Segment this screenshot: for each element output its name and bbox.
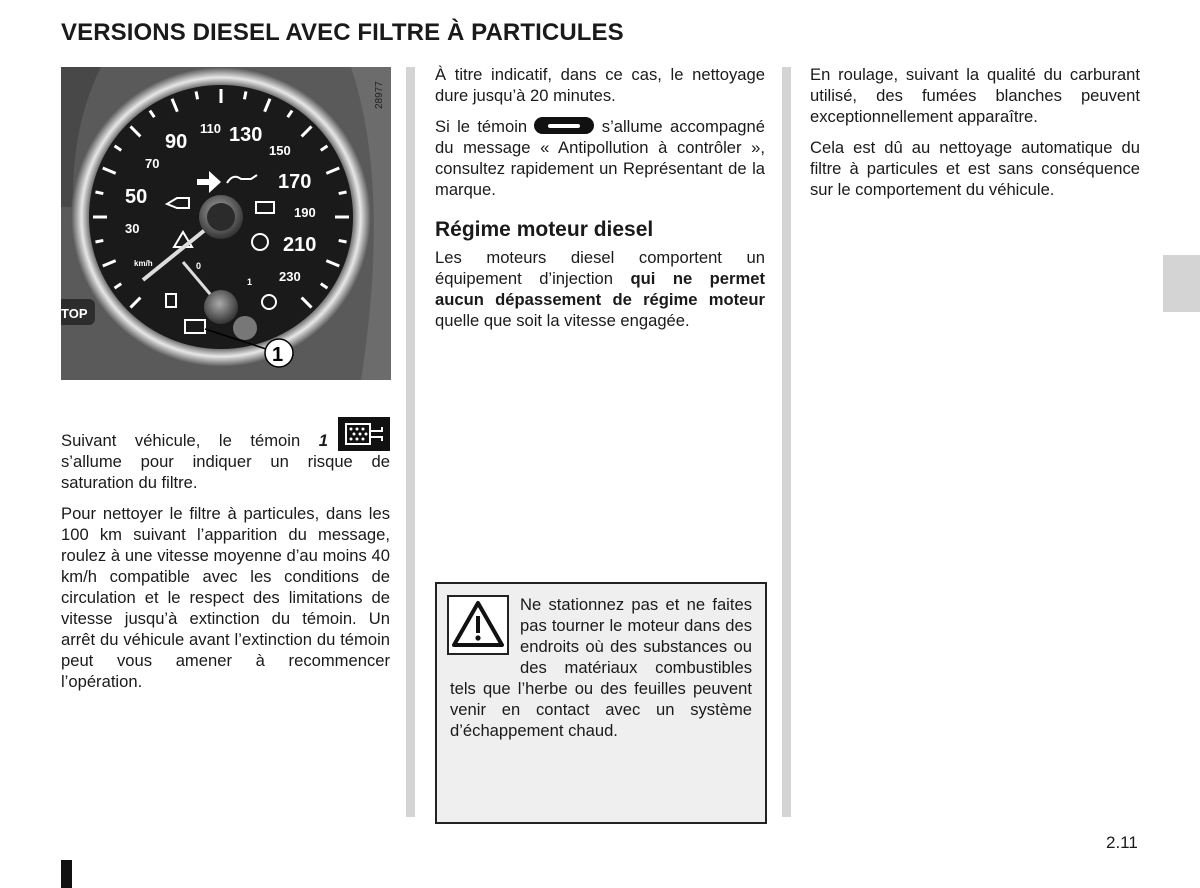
- page-title: VERSIONS DIESEL AVEC FILTRE À PARTICULES: [61, 19, 624, 46]
- dial-tick: [339, 240, 347, 242]
- gauge-label: 30: [125, 221, 140, 236]
- instrument-cluster-figure: [61, 67, 391, 380]
- callout-ref: 1: [318, 431, 328, 450]
- stop-button-label: TOP: [61, 306, 88, 321]
- column-divider: [406, 67, 415, 817]
- paragraph-text: Suivant véhicule, le témoin: [61, 431, 319, 450]
- page-number: 2.11: [1106, 833, 1138, 852]
- paragraph: Pour nettoyer le filtre à particules, dans les 100 km suivant l’apparition du message, roulez à une vitesse moyenne d’au moins 40 km/h compatible avec les conditions de circulation et le respect des limitations de vitesse jusqu’à extinction du témoin. Un arrêt du véhicule avant l’extinction du témoin peut vous amener à recommencer l’opération.: [61, 504, 390, 691]
- column-middle: [435, 64, 765, 331]
- dial-tick: [339, 192, 347, 194]
- chapter-tab: [1163, 255, 1200, 312]
- dial-tick: [95, 240, 103, 242]
- rpm-label: 1: [247, 277, 253, 287]
- paragraph-text: s’allume accompagné du message « Antipollution à contrôler », consultez rapidement un Représentant de la marque.: [435, 117, 765, 199]
- section-heading: Régime moteur diesel: [435, 218, 654, 241]
- tachometer-hub: [204, 290, 238, 324]
- warning-text: Ne stationnez pas et ne faites pas tourner le moteur dans des endroits où des substances ou des matériaux combustibles tels que l’herbe ou des feuilles peuvent venir en contact avec un système d’échappement chaud.: [450, 595, 752, 740]
- figure-reference: 28977: [374, 81, 385, 109]
- speed-limiter-icon: [233, 316, 257, 340]
- paragraph: À titre indicatif, dans ce cas, le nettoyage dure jusqu’à 20 minutes.: [435, 65, 765, 105]
- gauge-label: 70: [145, 156, 160, 171]
- gauge-label: 130: [229, 124, 263, 146]
- dial-tick: [244, 91, 246, 99]
- column-divider: [782, 67, 791, 817]
- paragraph-text: Si le témoin: [435, 117, 535, 136]
- paragraph: [435, 116, 765, 200]
- gauge-label: 110: [200, 121, 221, 136]
- gauge-label: 190: [294, 205, 316, 220]
- gauge-label: 230: [279, 269, 301, 284]
- gauge-label: 50: [125, 186, 148, 208]
- warning-box: [435, 582, 767, 824]
- crop-mark: [61, 860, 72, 888]
- gauge-label: 150: [269, 143, 291, 158]
- dpf-icon: [338, 417, 390, 451]
- paragraph: [435, 247, 765, 331]
- rpm-label: 0: [196, 261, 202, 271]
- column-left: [61, 430, 390, 692]
- paragraph-text: s’allume pour indiquer un risque de saturation du filtre.: [61, 452, 390, 492]
- gauge-unit: km/h: [134, 259, 153, 268]
- paragraph-text: Les moteurs diesel comportent un équipement d’injection: [435, 248, 765, 288]
- paragraph: En roulage, suivant la qualité du carburant utilisé, des fumées blanches peuvent exceptionnellement apparaître.: [810, 65, 1140, 126]
- dial-tick: [95, 192, 103, 194]
- column-right: [810, 64, 1140, 200]
- gauge-label: 170: [278, 171, 312, 193]
- paragraph: Cela est dû au nettoyage automatique du filtre à particules et est sans conséquence sur le comportement du véhicule.: [810, 138, 1140, 199]
- callout-number: 1: [272, 344, 284, 366]
- gauge-label: 90: [165, 131, 188, 153]
- wrench-icon: [534, 117, 594, 134]
- paragraph-text: quelle que soit la vitesse engagée.: [435, 311, 690, 330]
- paragraph-bold: qui ne permet aucun dépassement de régime moteur: [435, 269, 765, 309]
- gauge-label: 210: [283, 234, 317, 256]
- dial-tick: [196, 91, 198, 99]
